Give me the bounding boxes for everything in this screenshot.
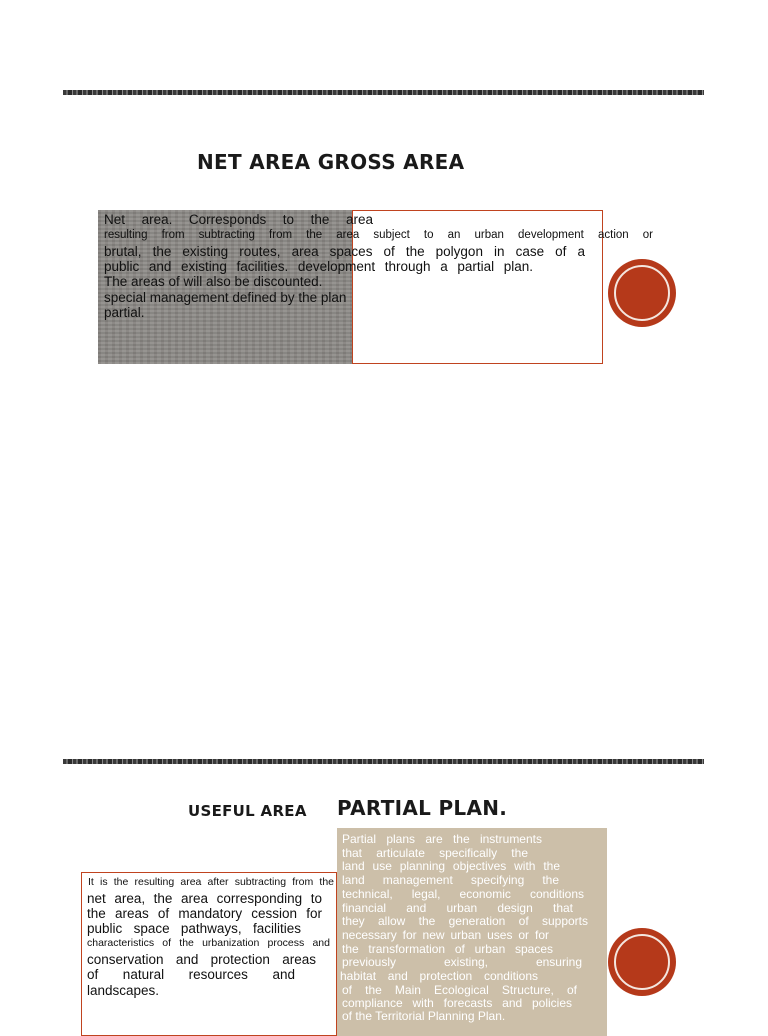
right-text-line: they allow the generation of supports — [342, 914, 588, 928]
left-text-line: of natural resources and — [87, 967, 295, 982]
text-line: partial. — [104, 305, 145, 320]
slide-1-title: NET AREA GROSS AREA — [197, 150, 465, 174]
right-text-line: Partial plans are the instruments — [342, 832, 542, 846]
text-line: special management defined by the plan — [104, 290, 347, 305]
right-text-line: that articulate specifically the — [342, 846, 528, 860]
left-text-line: characteristics of the urbanization process and — [87, 937, 330, 949]
left-text-line: public space pathways, facilities — [87, 921, 301, 936]
right-text-line: previously existing, ensuring — [342, 955, 582, 969]
left-text-line: the areas of mandatory cession for — [87, 906, 322, 921]
top-divider — [63, 759, 704, 764]
right-text-line: of the Territorial Planning Plan. — [342, 1009, 506, 1023]
right-text-line: technical, legal, economic conditions — [342, 887, 584, 901]
text-line: The areas of will also be discounted. — [104, 274, 323, 289]
right-text-line: financial and urban design that — [342, 901, 573, 915]
right-text-line: land management specifying the — [342, 873, 559, 887]
text-line: Net area. Corresponds to the area — [104, 212, 373, 227]
text-line: resulting from subtracting from the area subject to an urban development action or — [104, 229, 653, 241]
top-divider — [63, 90, 704, 95]
right-text-line: of the Main Ecological Structure, of — [342, 983, 577, 997]
right-text-line: necessary for new urban uses or for — [342, 928, 549, 942]
right-text-line: habitat and protection conditions — [340, 969, 538, 983]
slide-2 — [0, 512, 768, 1024]
left-text-line: net area, the area corresponding to — [87, 891, 322, 906]
slide-2-title-large: PARTIAL PLAN. — [337, 796, 508, 820]
text-line: brutal, the existing routes, area spaces of the polygon in case of a — [104, 244, 585, 259]
right-text-line: compliance with forecasts and policies — [342, 996, 572, 1010]
left-text-line: It is the resulting area after subtracting from the — [88, 876, 334, 888]
right-text-line: land use planning objectives with the — [342, 859, 560, 873]
left-text-line: landscapes. — [87, 983, 160, 998]
left-text-line: conservation and protection areas — [87, 952, 316, 967]
slide-2-title-small: USEFUL AREA — [188, 802, 307, 820]
decorative-circle-icon — [608, 928, 676, 996]
text-line: public and existing facilities. development through a partial plan. — [104, 259, 533, 274]
decorative-circle-icon — [608, 259, 676, 327]
slide-1 — [0, 0, 768, 512]
right-text-line: the transformation of urban spaces — [342, 942, 553, 956]
